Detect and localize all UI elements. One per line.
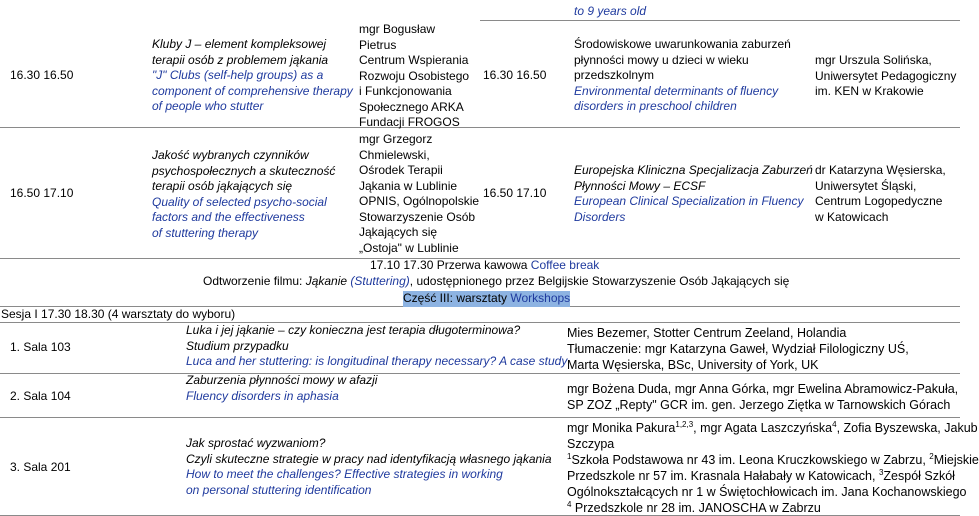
workshop-title-pl: Studium przypadku <box>186 338 289 353</box>
break-text: Przerwa kawowa <box>436 258 528 272</box>
film-title: Jąkanie <box>305 274 348 288</box>
row2-title-pl: terapii osób jąkających się <box>152 179 293 193</box>
break-time: 17.10 17.30 <box>370 258 434 272</box>
footnote-mark: 1,2,3 <box>675 419 694 429</box>
speaker-line: Fundacji FROGOS <box>359 115 460 129</box>
right-row1-speaker <box>815 53 956 100</box>
right-row2-title-pl: Płynności Mowy – ECSF <box>574 178 706 193</box>
speaker-line: Uniwersytet Pedagogiczny <box>815 68 957 83</box>
part3-heading <box>403 291 570 307</box>
speaker-line: dr Katarzyna Węsierska, <box>815 163 946 177</box>
workshop-room: 1. Sala 103 <box>10 340 71 354</box>
row2-title-en: factors and the effectiveness <box>152 210 305 224</box>
row1-title-en: "J" Clubs (self-help groups) as a <box>152 68 324 82</box>
row1-title-pl: Kluby J – element kompleksowej <box>152 37 327 51</box>
row2-title-en: of stuttering therapy <box>152 225 259 240</box>
right-row1-title-pl: przedszkolnym <box>574 68 655 82</box>
right-row2-time: 16.50 17.10 <box>483 186 547 200</box>
row2-title <box>152 148 335 241</box>
row1-title-en: component of comprehensive therapy <box>152 83 353 98</box>
speaker-line: im. KEN w Krakowie <box>815 84 924 98</box>
film-title-en: (Stuttering) <box>350 274 410 288</box>
workshop-title-pl: Zaburzenia płynności mowy w afazji <box>186 373 378 387</box>
speaker-line <box>567 500 979 516</box>
rule <box>0 417 960 418</box>
right-row1-title-pl: płynności mowy u dzieci w wieku <box>574 52 749 67</box>
right-row2-title-pl: Europejska Kliniczna Specjalizacja Zaburzeń <box>574 163 813 177</box>
rule <box>0 373 960 374</box>
speaker-line: Chmielewski, <box>359 147 430 162</box>
workshop-title-pl: Czyli skuteczne strategie w pracy nad identyfikacją własnego jąkania <box>186 451 552 466</box>
speaker-line: Ogólnokształcących nr 1 w Świętochłowicach im. Jana Kochanowskiego <box>567 485 967 499</box>
film-screening <box>203 274 789 290</box>
speaker-line: mgr Bożena Duda, mgr Anna Górka, mgr Ewelina Abramowicz-Pakuła, <box>567 382 959 396</box>
footnote-mark: 4 <box>832 419 837 429</box>
speaker-line <box>567 420 979 436</box>
affiliation: Szkoła Podstawowa nr 43 im. Leona Kruczkowskiego w Zabrzu, <box>571 453 930 467</box>
speaker-line <box>567 468 979 484</box>
workshop-speaker <box>567 420 979 516</box>
affiliation: Przedszkole nr 57 im. Krasnala Hałabały w Katowicach, <box>567 469 879 483</box>
row1-time: 16.30 16.50 <box>10 68 74 82</box>
right-row1-title-pl: Środowiskowe uwarunkowania zaburzeń <box>574 37 791 51</box>
footnote-mark: 4 <box>567 499 572 509</box>
speaker-line: Stowarzyszenie Osób <box>359 209 476 224</box>
right-row2-title-en: European Clinical Specialization in Fluency <box>574 194 804 208</box>
rule <box>480 20 960 21</box>
workshop-title-pl: Jak sprostać wyzwaniom? <box>186 436 326 450</box>
right-row1-title-en: Environmental determinants of fluency <box>574 83 779 98</box>
workshop-speaker <box>567 381 958 413</box>
rule <box>0 127 960 128</box>
speaker-line: Jąkających się <box>359 225 438 239</box>
break-text-en: Coffee break <box>530 258 600 272</box>
affiliation: Zespół Szkół <box>883 469 955 483</box>
row2-title-pl: psychospołecznych a skuteczność <box>152 163 336 178</box>
right-row1-time: 16.30 16.50 <box>483 68 547 82</box>
row1-speaker <box>359 22 469 131</box>
right-row1-title-en: disorders in preschool children <box>574 99 737 113</box>
speaker-line: mgr Bogusław <box>359 22 436 36</box>
affiliation: Miejskie <box>933 453 979 467</box>
workshop-title <box>186 436 552 498</box>
speaker-name: mgr Monika Pakura <box>567 421 676 435</box>
footnote-mark: 1 <box>567 451 572 461</box>
speaker-line: Ośrodek Terapii <box>359 163 443 177</box>
coffee-break <box>370 258 599 274</box>
speaker-line: Szczypa <box>567 437 615 451</box>
speaker-line: „Ostoja" w Lublinie <box>359 240 459 255</box>
speaker-line: SP ZOZ „Repty" GCR im. gen. Jerzego Ziętka w Tarnowskich Górach <box>567 398 951 412</box>
session-label: Sesja I 17.30 18.30 (4 warsztaty do wyboru) <box>1 307 236 321</box>
right-row2-speaker <box>815 163 946 225</box>
speaker-name: , Zofia Byszewska, Jakub <box>836 421 978 435</box>
right-row2-title <box>574 163 813 225</box>
speaker-line: Społecznego ARKA <box>359 99 464 114</box>
speaker-line: Uniwersytet Śląski, <box>815 178 917 193</box>
part3-en: Workshops <box>510 291 571 305</box>
workshop-title-pl: Luka i jej jąkanie – czy konieczna jest terapia długoterminowa? <box>186 323 521 337</box>
workshop-room: 3. Sala 201 <box>10 460 71 474</box>
right-row1-title <box>574 37 791 115</box>
speaker-line <box>567 452 979 468</box>
speaker-line: w Katowicach <box>815 209 889 224</box>
speaker-line: OPNIS, Ogólnopolskie <box>359 194 480 208</box>
speaker-line: Tłumaczenie: mgr Katarzyna Gaweł, Wydział Filologiczny UŚ, <box>567 342 909 356</box>
speaker-line: Mies Bezemer, Stotter Centrum Zeeland, Holandia <box>567 326 847 340</box>
speaker-line: Jąkania w Lublinie <box>359 178 458 193</box>
trailing-age-text: to 9 years old <box>574 4 647 18</box>
workshop-title-en: How to meet the challenges? Effective strategies in working <box>186 467 503 481</box>
affiliation: Przedszkole nr 28 im. JANOSCHA w Zabrzu <box>571 501 821 515</box>
film-pre: Odtworzenie filmu: <box>203 274 306 288</box>
row1-title-pl: terapii osób z problemem jąkania <box>152 52 329 67</box>
workshop-speaker <box>567 325 909 373</box>
workshop-title-en: on personal stuttering identification <box>186 482 372 497</box>
speaker-name: , mgr Agata Laszczyńska <box>693 421 833 435</box>
footnote-mark: 3 <box>878 467 884 477</box>
speaker-line: Centrum Logopedyczne <box>815 194 943 208</box>
speaker-line: i Funkcjonowania <box>359 84 452 98</box>
row2-time: 16.50 17.10 <box>10 186 74 200</box>
speaker-line: Marta Węsierska, BSc, University of York, UK <box>567 358 819 372</box>
speaker-line: Rozwoju Osobistego <box>359 68 470 83</box>
workshop-title-en: Luca and her stuttering: is longitudinal therapy necessary? A case study <box>186 354 568 368</box>
footnote-mark: 2 <box>929 451 934 461</box>
speaker-line: Pietrus <box>359 37 397 52</box>
row2-title-pl: Jakość wybranych czynników <box>152 148 309 162</box>
workshop-title <box>186 323 567 370</box>
part3-pl: Część III: warsztaty <box>403 291 508 305</box>
workshop-title-en: Fluency disorders in aphasia <box>186 388 339 403</box>
row1-title <box>152 37 353 115</box>
row1-title-en: of people who stutter <box>152 99 264 113</box>
film-post: , udostępnionego przez Belgijskie Stowarzyszenie Osób Jąkających się <box>409 274 790 288</box>
row2-speaker <box>359 132 479 256</box>
speaker-line: Centrum Wspierania <box>359 53 469 67</box>
right-row2-title-en: Disorders <box>574 209 626 224</box>
speaker-line: mgr Urszula Solińska, <box>815 53 932 67</box>
speaker-line: mgr Grzegorz <box>359 132 433 146</box>
workshop-room: 2. Sala 104 <box>10 389 71 403</box>
row2-title-en: Quality of selected psycho-social <box>152 194 327 209</box>
workshop-title <box>186 373 377 404</box>
